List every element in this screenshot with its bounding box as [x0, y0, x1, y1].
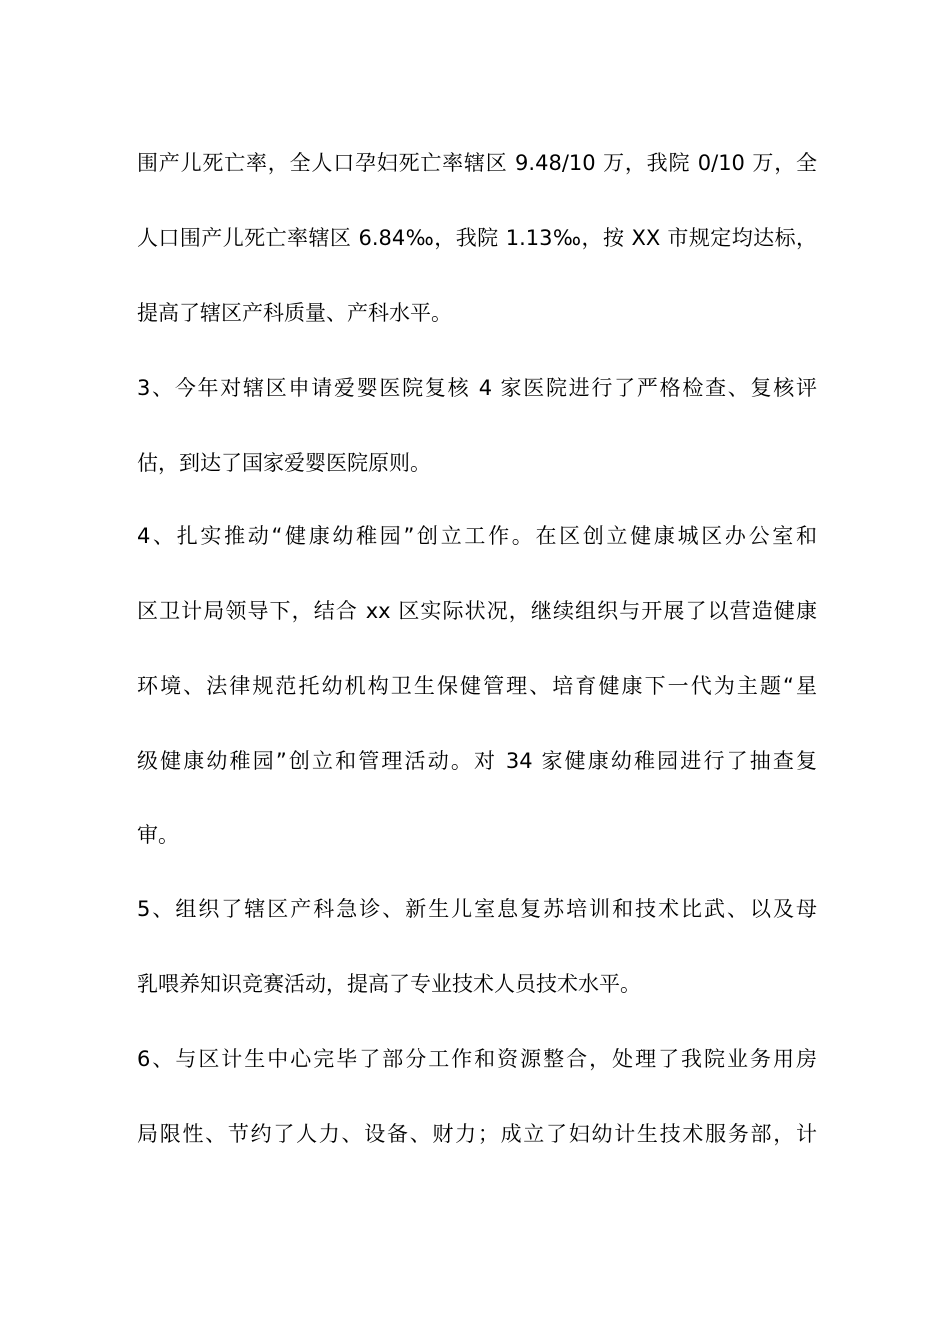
text-line-4: 3、今年对辖区申请爱婴医院复核 4 家医院进行了严格检查、复核评	[137, 376, 817, 400]
text-line-2: 人口围产儿死亡率辖区 6.84‰，我院 1.13‰，按 XX 市规定均达标，	[137, 226, 817, 250]
text-line-11: 5、组织了辖区产科急诊、新生儿室息复苏培训和技术比武、以及母	[137, 897, 817, 921]
text-line-8: 环境、法律规范托幼机构卫生保健管理、培育健康下一代为主题“星	[137, 674, 817, 698]
text-line-10: 审。	[137, 823, 179, 847]
text-line-9: 级健康幼稚园”创立和管理活动。对 34 家健康幼稚园进行了抽查复	[137, 749, 817, 773]
text-line-13: 6、与区计生中心完毕了部分工作和资源整合，处理了我院业务用房	[137, 1047, 817, 1071]
text-line-7: 区卫计局领导下，结合 xx 区实际状况，继续组织与开展了以营造健康	[137, 599, 817, 623]
text-line-1: 围产儿死亡率，全人口孕妇死亡率辖区 9.48/10 万，我院 0/10 万，全	[137, 151, 817, 175]
text-line-6: 4、扎实推动“健康幼稚园”创立工作。在区创立健康城区办公室和	[137, 524, 817, 548]
text-line-3: 提高了辖区产科质量、产科水平。	[137, 301, 452, 325]
text-line-12: 乳喂养知识竞赛活动，提高了专业技术人员技术水平。	[137, 972, 641, 996]
text-line-14: 局限性、节约了人力、设备、财力；成立了妇幼计生技术服务部，计	[137, 1122, 817, 1146]
text-line-5: 估，到达了国家爱婴医院原则。	[137, 451, 431, 475]
